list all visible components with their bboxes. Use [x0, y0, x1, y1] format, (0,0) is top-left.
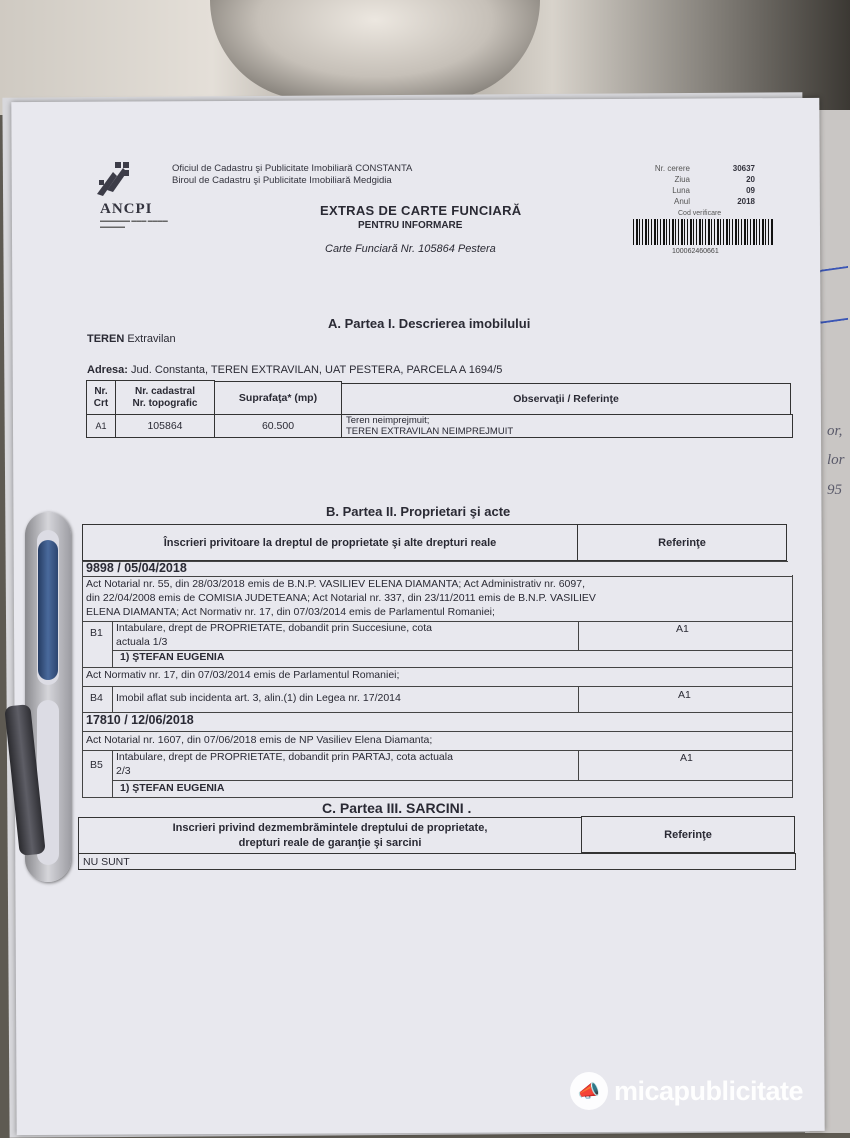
logo-subtext: ▬▬▬▬▬▬ ▬▬▬ ▬▬▬▬ ▬▬▬▬▬ [100, 218, 168, 230]
entry2-act-line1: Act Notarial nr. 1607, din 07/06/2018 emis de NP Vasiliev Elena Diamanta; [86, 734, 433, 746]
b4-ref: A1 [678, 689, 691, 701]
col-sarcini [78, 817, 582, 854]
meta-value: 20 [746, 175, 755, 184]
meta-value: 09 [746, 186, 755, 195]
col-nr-crt [86, 380, 116, 415]
request-meta [630, 163, 755, 207]
b1-text-line2: actuala 1/3 [116, 636, 168, 648]
barcode-number: 100062460661 [672, 248, 719, 255]
office-name: Oficiul de Cadastru şi Publicitate Imobiliară CONSTANTA [172, 163, 413, 174]
b4-text: Imobil aflat sub incidenta art. 3, alin.(1) din Legea nr. 17/2014 [116, 692, 401, 704]
teren-type: Extravilan [127, 333, 176, 345]
document-subtitle: PENTRU INFORMARE [358, 220, 463, 231]
entry1-act-line4: Act Normativ nr. 17, din 07/03/2014 emis de Parlamentul Romaniei; [86, 669, 400, 681]
col-cad2: Nr. topografic [132, 397, 198, 409]
col-sarcini-line1: Inscrieri privind dezmembrămintele dreptului de proprietate, [172, 821, 488, 834]
b5-code: B5 [90, 759, 103, 771]
meta-value: 30637 [732, 164, 755, 173]
row-a1-suprafata: 60.500 [214, 414, 342, 438]
col-suprafata: Suprafaţa* (mp) [214, 381, 342, 415]
side-text-1: or, [827, 423, 843, 439]
ancpi-logo-icon [93, 160, 137, 202]
sarcini-none: NU SUNT [78, 853, 796, 870]
side-text-2: lor [827, 452, 845, 468]
entry1-act-line3: ELENA DIAMANTA; Act Normativ nr. 17, din 07/03/2014 emis de Parlamentul Romaniei; [86, 606, 495, 618]
section-a-heading: A. Partea I. Descrierea imobilului [328, 316, 531, 331]
logo-text: ANCPI [100, 201, 153, 217]
obs-line2: TEREN EXTRAVILAN NEIMPREJMUIT [346, 426, 514, 437]
verification-label: Cod verificare [678, 210, 722, 217]
watermark-text: micapublicitate [614, 1075, 804, 1106]
side-text-3: 95 [827, 482, 842, 498]
b1-code: B1 [90, 627, 103, 639]
b5-text-line2: 2/3 [116, 765, 131, 777]
col-cad1: Nr. cadastral [134, 385, 196, 397]
col-referinte-b: Referinţe [577, 524, 787, 561]
meta-value: 2018 [737, 197, 755, 206]
col-cadastral [115, 380, 215, 415]
row-a1-observatii [341, 414, 793, 438]
col-inscrieri: Înscrieri privitoare la dreptul de proprietate şi alte drepturi reale [82, 524, 578, 561]
adresa-label: Adresa: [87, 364, 128, 376]
meta-label: Anul [673, 197, 690, 206]
entry-9898-id: 9898 / 05/04/2018 [86, 561, 187, 575]
entry1-act-line2: din 22/04/2008 emis de COMISIA JUDETEANA; Act Notarial nr. 337, din 23/11/2011 emis de B.N.P. VASILIEV [86, 592, 596, 604]
col-sarcini-line2: drepturi reale de garanţie şi sarcini [238, 836, 422, 849]
watermark [570, 1072, 803, 1110]
b1-text-line1: Intabulare, drept de PROPRIETATE, dobandit prin Succesiune, cota [116, 622, 432, 634]
megaphone-icon: 📣 [570, 1072, 608, 1110]
col-crt: Crt [93, 397, 109, 409]
section-b-heading: B. Partea II. Proprietari şi acte [326, 504, 511, 519]
col-nr: Nr. [94, 385, 108, 397]
b5-ref: A1 [680, 752, 693, 764]
barcode [633, 219, 773, 245]
meta-label: Ziua [674, 175, 690, 184]
bureau-name: Biroul de Cadastru şi Publicitate Imobiliară Medgidia [172, 175, 392, 186]
col-observatii: Observaţii / Referinţe [341, 383, 791, 415]
meta-label: Nr. cerere [654, 164, 690, 173]
b5-owner: 1) ŞTEFAN EUGENIA [120, 782, 225, 794]
b5-text-line1: Intabulare, drept de PROPRIETATE, dobandit prin PARTAJ, cota actuala [116, 751, 453, 763]
entry1-act-line1: Act Notarial nr. 55, din 28/03/2018 emis de B.N.P. VASILIEV ELENA DIAMANTA; Act Administrativ nr. 6097, [86, 578, 585, 590]
meta-label: Luna [672, 186, 690, 195]
b1-owner: 1) ŞTEFAN EUGENIA [120, 651, 225, 663]
binder-blue-insert [38, 540, 58, 680]
section-c-heading: C. Partea III. SARCINI . [322, 800, 472, 816]
cf-number: Carte Funciară Nr. 105864 Pestera [325, 243, 496, 255]
b1-ref: A1 [676, 623, 689, 635]
entry-17810-id: 17810 / 12/06/2018 [86, 713, 194, 727]
adresa-value: Jud. Constanta, TEREN EXTRAVILAN, UAT PESTERA, PARCELA A 1694/5 [131, 364, 503, 376]
col-referinte-c: Referinţe [581, 816, 795, 853]
document-title: EXTRAS DE CARTE FUNCIARĂ [320, 203, 522, 218]
row-a1-cadastral: 105864 [115, 414, 215, 438]
b4-code: B4 [90, 692, 103, 704]
row-a1-nr: A1 [86, 414, 116, 438]
teren-label: TEREN [87, 333, 125, 345]
obs-line1: Teren neimprejmuit; [346, 415, 430, 426]
